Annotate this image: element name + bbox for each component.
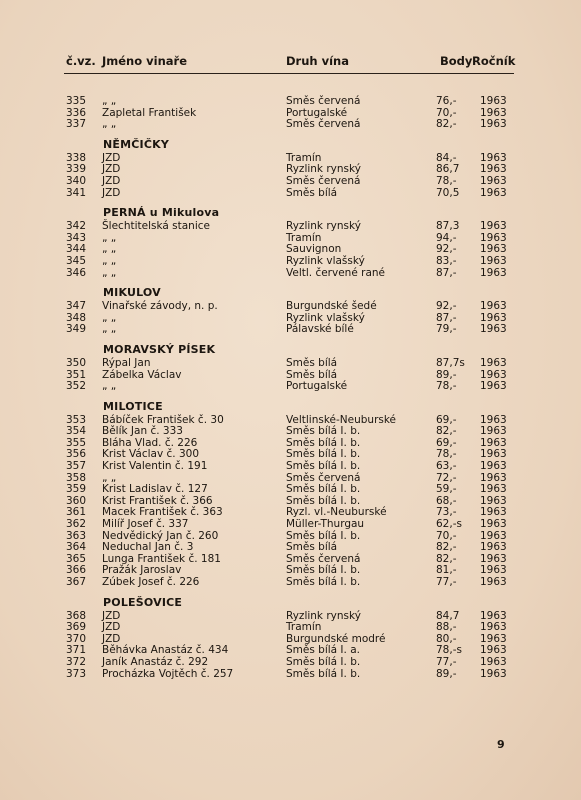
wine-type: Směs bílá I. b. [286, 494, 361, 507]
points: 76,- [436, 95, 457, 107]
points: 70,- [436, 529, 457, 542]
wine-type: Portugalské [286, 380, 348, 393]
points: 88,- [436, 621, 457, 634]
table-row [0, 358, 581, 370]
table-row [0, 221, 581, 233]
vintage: 1963 [480, 448, 507, 461]
points: 81,- [436, 564, 457, 577]
grower-name: Zúbek Josef č. 226 [102, 576, 200, 588]
vintage: 1963 [480, 231, 507, 244]
entry-number: 337 [65, 118, 86, 131]
vintage: 1963 [480, 632, 507, 645]
entry-number: 366 [65, 564, 86, 577]
points: 73,- [436, 506, 457, 519]
grower-name: Milíř Josef č. 337 [102, 518, 189, 531]
wine-type: Sauvignon [286, 243, 342, 256]
points: 84,- [436, 151, 457, 164]
points: 82,- [436, 425, 457, 438]
entry-number: 348 [65, 311, 86, 324]
section-heading [0, 279, 581, 301]
vintage: 1963 [480, 368, 507, 381]
points: 89,- [436, 368, 457, 381]
entry-number: 367 [65, 576, 86, 588]
points: 68,- [436, 494, 457, 507]
grower-name: JZD [102, 163, 121, 176]
points: 79,- [436, 323, 457, 336]
entry-number: 350 [65, 356, 86, 369]
points: 87,3 [436, 220, 460, 233]
points: 62,-s [436, 518, 462, 531]
points: 87,7s [436, 356, 465, 369]
points: 72,- [436, 471, 457, 484]
table-row [0, 256, 581, 268]
table-row [0, 577, 581, 589]
header-vintage: Ročník [472, 54, 516, 68]
entry-number: 339 [65, 163, 86, 176]
entry-number: 361 [65, 506, 86, 519]
wine-type: Portugalské [286, 106, 348, 119]
grower-name: Šlechtitelská stanice [102, 220, 210, 233]
grower-name: „ „ [102, 95, 117, 107]
vintage: 1963 [480, 220, 507, 233]
entry-number: 352 [65, 380, 86, 393]
grower-name: „ „ [102, 118, 117, 131]
entry-number: 347 [65, 300, 86, 313]
entry-number: 351 [65, 368, 86, 381]
vintage: 1963 [480, 471, 507, 484]
wine-type: Směs bílá I. b. [286, 436, 361, 449]
entry-number: 346 [65, 266, 86, 279]
points: 82,- [436, 552, 457, 565]
wine-type: Ryzl. vl.-Neuburské [286, 506, 387, 519]
vintage: 1963 [480, 323, 507, 336]
wine-type: Veltl. červené rané [286, 266, 385, 279]
header-grower-name: Jméno vinaře [102, 54, 188, 68]
table-row [0, 96, 581, 108]
wine-type: Burgundské modré [286, 632, 386, 645]
entry-number: 364 [65, 541, 86, 554]
grower-name: „ „ [102, 254, 117, 267]
vintage: 1963 [480, 151, 507, 164]
grower-name: Krist Václav č. 300 [102, 448, 200, 461]
points: 78,- [436, 380, 457, 393]
points: 89,- [436, 667, 457, 680]
wine-type: Směs červená [286, 174, 361, 187]
table-row [0, 519, 581, 531]
entry-number: 369 [65, 621, 86, 634]
header-wine-type: Druh vína [286, 54, 349, 68]
wine-type: Ryzlink rynský [286, 609, 361, 622]
header-number: č.vz. [66, 54, 96, 68]
section-heading [0, 589, 581, 611]
points: 84,7 [436, 609, 460, 622]
vintage: 1963 [480, 186, 507, 199]
entry-number: 371 [65, 644, 86, 657]
section-title: MIKULOV [103, 286, 161, 300]
points: 87,- [436, 311, 457, 324]
table-row [0, 268, 581, 280]
vintage: 1963 [480, 118, 507, 131]
grower-name: „ „ [102, 311, 117, 324]
vintage: 1963 [480, 460, 507, 473]
grower-name: Nedvědický Jan č. 260 [102, 529, 219, 542]
grower-name: JZD [102, 621, 121, 634]
grower-name: Bábíček František č. 30 [102, 413, 224, 426]
entry-number: 341 [65, 186, 86, 199]
section-heading [0, 393, 581, 415]
entry-number: 353 [65, 413, 86, 426]
wine-type: Směs bílá [286, 541, 338, 554]
entry-number: 363 [65, 529, 86, 542]
entry-number: 370 [65, 632, 86, 645]
entry-number: 349 [65, 323, 86, 336]
table-row [0, 381, 581, 393]
wine-type: Směs červená [286, 471, 361, 484]
points: 70,- [436, 106, 457, 119]
grower-name: Běhávka Anastáz č. 434 [102, 644, 229, 657]
vintage: 1963 [480, 436, 507, 449]
grower-name: Rýpal Jan [102, 356, 151, 369]
entry-number: 354 [65, 425, 86, 438]
grower-name: „ „ [102, 471, 117, 484]
vintage: 1963 [480, 541, 507, 554]
entry-number: 356 [65, 448, 86, 461]
wine-type: Směs červená [286, 95, 361, 107]
grower-name: Bělík Jan č. 333 [102, 425, 183, 438]
table-row [0, 119, 581, 131]
grower-name: JZD [102, 186, 121, 199]
points: 94,- [436, 231, 457, 244]
points: 87,- [436, 266, 457, 279]
header-rule [64, 73, 514, 74]
grower-name: Krist Valentin č. 191 [102, 460, 208, 473]
vintage: 1963 [480, 494, 507, 507]
section-title: POLEŠOVICE [103, 595, 183, 609]
vintage: 1963 [480, 300, 507, 313]
section-heading [0, 131, 581, 153]
wine-type: Směs červená [286, 118, 361, 131]
grower-name: JZD [102, 151, 121, 164]
entry-number: 335 [65, 95, 86, 107]
points: 92,- [436, 300, 457, 313]
grower-name: Zapletal František [102, 106, 197, 119]
wine-type: Směs bílá I. b. [286, 483, 361, 496]
vintage: 1963 [480, 576, 507, 588]
grower-name: Macek František č. 363 [102, 506, 223, 519]
wine-type: Směs bílá I. b. [286, 448, 361, 461]
grower-name: „ „ [102, 266, 117, 279]
wine-type: Směs bílá I. b. [286, 460, 361, 473]
table-row [0, 657, 581, 669]
section-title: MILOTICE [103, 399, 163, 413]
table-header [0, 54, 581, 70]
section-title: MORAVSKÝ PÍSEK [103, 342, 216, 356]
entry-number: 372 [65, 655, 86, 668]
wine-type: Směs bílá I. b. [286, 529, 361, 542]
points: 70,5 [436, 186, 460, 199]
wine-type: Směs červená [286, 552, 361, 565]
points: 69,- [436, 436, 457, 449]
vintage: 1963 [480, 163, 507, 176]
wine-type: Burgundské šedé [286, 300, 377, 313]
wine-type: Směs bílá I. b. [286, 576, 361, 588]
table-row [0, 461, 581, 473]
section-heading [0, 336, 581, 358]
entry-number: 338 [65, 151, 86, 164]
grower-name: Pražák Jaroslav [102, 564, 182, 577]
wine-type: Směs bílá I. b. [286, 425, 361, 438]
grower-name: Vinařské závody, n. p. [102, 300, 218, 313]
entry-number: 340 [65, 174, 86, 187]
entry-number: 365 [65, 552, 86, 565]
grower-name: Bláha Vlad. č. 226 [102, 436, 198, 449]
vintage: 1963 [480, 644, 507, 657]
section-title: NĚMČIČKY [103, 137, 169, 151]
table-row [0, 176, 581, 188]
wine-type: Pálavské bílé [286, 323, 354, 336]
points: 77,- [436, 576, 457, 588]
vintage: 1963 [480, 609, 507, 622]
vintage: 1963 [480, 174, 507, 187]
grower-name: Lunga František č. 181 [102, 552, 221, 565]
grower-name: „ „ [102, 231, 117, 244]
vintage: 1963 [480, 266, 507, 279]
points: 59,- [436, 483, 457, 496]
entry-number: 368 [65, 609, 86, 622]
wine-type: Ryzlink vlašský [286, 311, 365, 324]
section-heading [0, 199, 581, 221]
vintage: 1963 [480, 667, 507, 680]
grower-name: „ „ [102, 243, 117, 256]
grower-name: Neduchal Jan č. 3 [102, 541, 194, 554]
points: 83,- [436, 254, 457, 267]
vintage: 1963 [480, 95, 507, 107]
grower-name: Janík Anastáz č. 292 [102, 655, 209, 668]
wine-type: Ryzlink rynský [286, 163, 361, 176]
section-title: PERNÁ u Mikulova [103, 206, 220, 220]
entry-number: 342 [65, 220, 86, 233]
wine-type: Tramín [286, 621, 322, 634]
wine-type: Ryzlink vlašský [286, 254, 365, 267]
entry-number: 343 [65, 231, 86, 244]
wine-type: Müller-Thurgau [286, 518, 365, 531]
wine-type: Směs bílá [286, 186, 338, 199]
entry-number: 359 [65, 483, 86, 496]
wine-type: Směs bílá I. b. [286, 564, 361, 577]
points: 82,- [436, 541, 457, 554]
points: 63,- [436, 460, 457, 473]
vintage: 1963 [480, 380, 507, 393]
page-number: 9 [497, 738, 505, 751]
table-row [0, 188, 581, 200]
table-row [0, 324, 581, 336]
vintage: 1963 [480, 621, 507, 634]
grower-name: Krist Ladislav č. 127 [102, 483, 208, 496]
grower-name: Zábelka Václav [102, 368, 182, 381]
wine-type: Tramín [286, 151, 322, 164]
points: 77,- [436, 655, 457, 668]
grower-name: Procházka Vojtěch č. 257 [102, 667, 234, 680]
table-row [0, 669, 581, 681]
vintage: 1963 [480, 413, 507, 426]
vintage: 1963 [480, 243, 507, 256]
wine-list [0, 96, 581, 680]
grower-name: JZD [102, 632, 121, 645]
vintage: 1963 [480, 529, 507, 542]
header-points: Body [440, 54, 473, 68]
grower-name: „ „ [102, 380, 117, 393]
grower-name: JZD [102, 174, 121, 187]
vintage: 1963 [480, 356, 507, 369]
wine-type: Veltlinské-Neuburské [286, 413, 397, 426]
wine-type: Směs bílá [286, 368, 338, 381]
wine-type: Směs bílá [286, 356, 338, 369]
points: 86,7 [436, 163, 460, 176]
table-row [0, 301, 581, 313]
entry-number: 345 [65, 254, 86, 267]
grower-name: „ „ [102, 323, 117, 336]
points: 78,-s [436, 644, 462, 657]
entry-number: 355 [65, 436, 86, 449]
entry-number: 373 [65, 667, 86, 680]
entry-number: 360 [65, 494, 86, 507]
vintage: 1963 [480, 552, 507, 565]
vintage: 1963 [480, 254, 507, 267]
vintage: 1963 [480, 483, 507, 496]
points: 80,- [436, 632, 457, 645]
wine-type: Směs bílá I. a. [286, 644, 360, 657]
grower-name: JZD [102, 609, 121, 622]
wine-type: Směs bílá I. b. [286, 655, 361, 668]
vintage: 1963 [480, 425, 507, 438]
entry-number: 344 [65, 243, 86, 256]
entry-number: 336 [65, 106, 86, 119]
grower-name: Krist František č. 366 [102, 494, 213, 507]
points: 78,- [436, 448, 457, 461]
entry-number: 362 [65, 518, 86, 531]
points: 78,- [436, 174, 457, 187]
entry-number: 358 [65, 471, 86, 484]
wine-type: Tramín [286, 231, 322, 244]
wine-type: Směs bílá I. b. [286, 667, 361, 680]
vintage: 1963 [480, 506, 507, 519]
points: 69,- [436, 413, 457, 426]
points: 92,- [436, 243, 457, 256]
vintage: 1963 [480, 311, 507, 324]
vintage: 1963 [480, 564, 507, 577]
vintage: 1963 [480, 518, 507, 531]
vintage: 1963 [480, 106, 507, 119]
wine-type: Ryzlink rynský [286, 220, 361, 233]
points: 82,- [436, 118, 457, 131]
vintage: 1963 [480, 655, 507, 668]
entry-number: 357 [65, 460, 86, 473]
